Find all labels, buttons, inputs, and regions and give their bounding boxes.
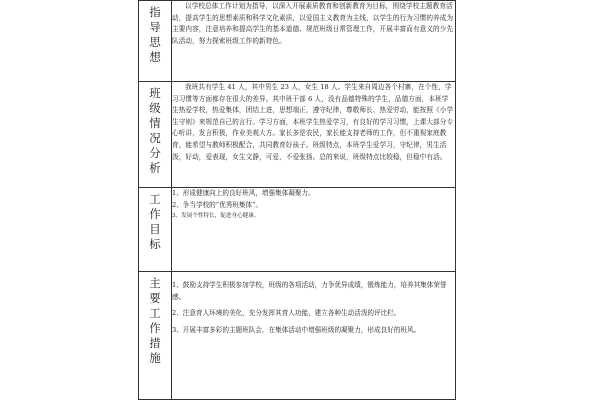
- work-plan-table: [138, 0, 456, 400]
- section-content: [172, 1, 456, 82]
- label-char: 导: [149, 20, 161, 34]
- list-item: 2、争当学校的“优秀班集体”。: [172, 200, 263, 209]
- label-char: 作: [149, 207, 161, 221]
- label-char: 分: [149, 146, 161, 160]
- label-char: 要: [149, 291, 161, 305]
- label-char: 想: [149, 50, 161, 64]
- label-char: 措: [149, 336, 161, 350]
- label-char: 指: [149, 5, 161, 19]
- label-char: 作: [149, 321, 161, 335]
- section-label: [139, 1, 172, 82]
- label-char: 情: [149, 116, 161, 130]
- label-char: 施: [149, 351, 161, 365]
- section-row-class-analysis: [139, 82, 456, 188]
- section-row-work-goals: [139, 188, 456, 272]
- list-item: 2、注意育人环境的美化，充分发挥其育人功能，建立各种生动活泼的评比栏。: [172, 309, 401, 318]
- label-char: 主: [149, 276, 161, 290]
- section-label: [139, 188, 172, 272]
- section-row-guiding-thought: [139, 1, 456, 82]
- label-char: 标: [149, 237, 161, 251]
- section-row-main-measures: [139, 272, 456, 400]
- label-char: 目: [149, 222, 161, 236]
- section-label: [139, 272, 172, 400]
- label-char: 思: [149, 35, 161, 49]
- label-char: 析: [149, 161, 161, 175]
- label-char: 况: [149, 131, 161, 145]
- label-char: 级: [149, 101, 161, 115]
- label-char: 工: [149, 306, 161, 320]
- paragraph: 以学校总体工作计划为指导，以深入开展素质教育和创新教育为目标，围绕学校主题教育活动，提高学生的思想素质和科学文化素质，以爱国主义教育为主线，以学生的行为习惯的养成为主要内容，注意培养和提高学生的基本道德、规范班级日常管理工作，开展丰富而有意义的少先队活动，努力探索班级工作的新特色。: [172, 2, 454, 45]
- work-plan-document: [138, 0, 456, 400]
- section-content: [172, 272, 456, 400]
- label-char: 工: [149, 192, 161, 206]
- section-content: [172, 82, 456, 188]
- paragraph: 我班共有学生 41 人，其中男生 23 人，女生 18 人。学生来自周边各个村寨，在个性，学习习惯等方面都存在很大的差异。其中班干部 6 人，没有品德特殊的学生，品德方面，本班学生热爱学校，热爱集体，团结上进，思想端正，遵守纪律，尊敬师长、热爱劳动，能按照《小学生守则》来规范自己的言行。学习方面，本班学生热爱学习，有良好的学习习惯，上课大部分专心听讲，发言积极，作业美观大方。家长多是农民，家长能支持老师的工作，但不重视家庭教育，能希望与教师积极配合，共同教育好孩子。班级特点，本班学生爱学习，守纪律，男生活泼，好动，爱表现，女生文静，可爱，不爱张扬。总的来说，班级特点比较稳，但稳中有活。: [172, 83, 454, 161]
- list-item: 1、形成健康向上的良好班风，增强集体凝聚力。: [172, 189, 315, 197]
- section-content: [172, 188, 456, 272]
- list-item: 1、鼓励支持学生积极参加学校，班级的各项活动，力争优异成绩，锻炼能力，培养其集体荣誉感。: [172, 281, 447, 301]
- section-label: [139, 82, 172, 188]
- list-item: 3、开展丰富多彩的主题班队会，在集体活动中增强班级的凝聚力，形成良好的班风。: [172, 325, 421, 334]
- list-item: 3、发展个性特长，促进身心健康。: [172, 213, 260, 220]
- label-char: 班: [149, 86, 161, 100]
